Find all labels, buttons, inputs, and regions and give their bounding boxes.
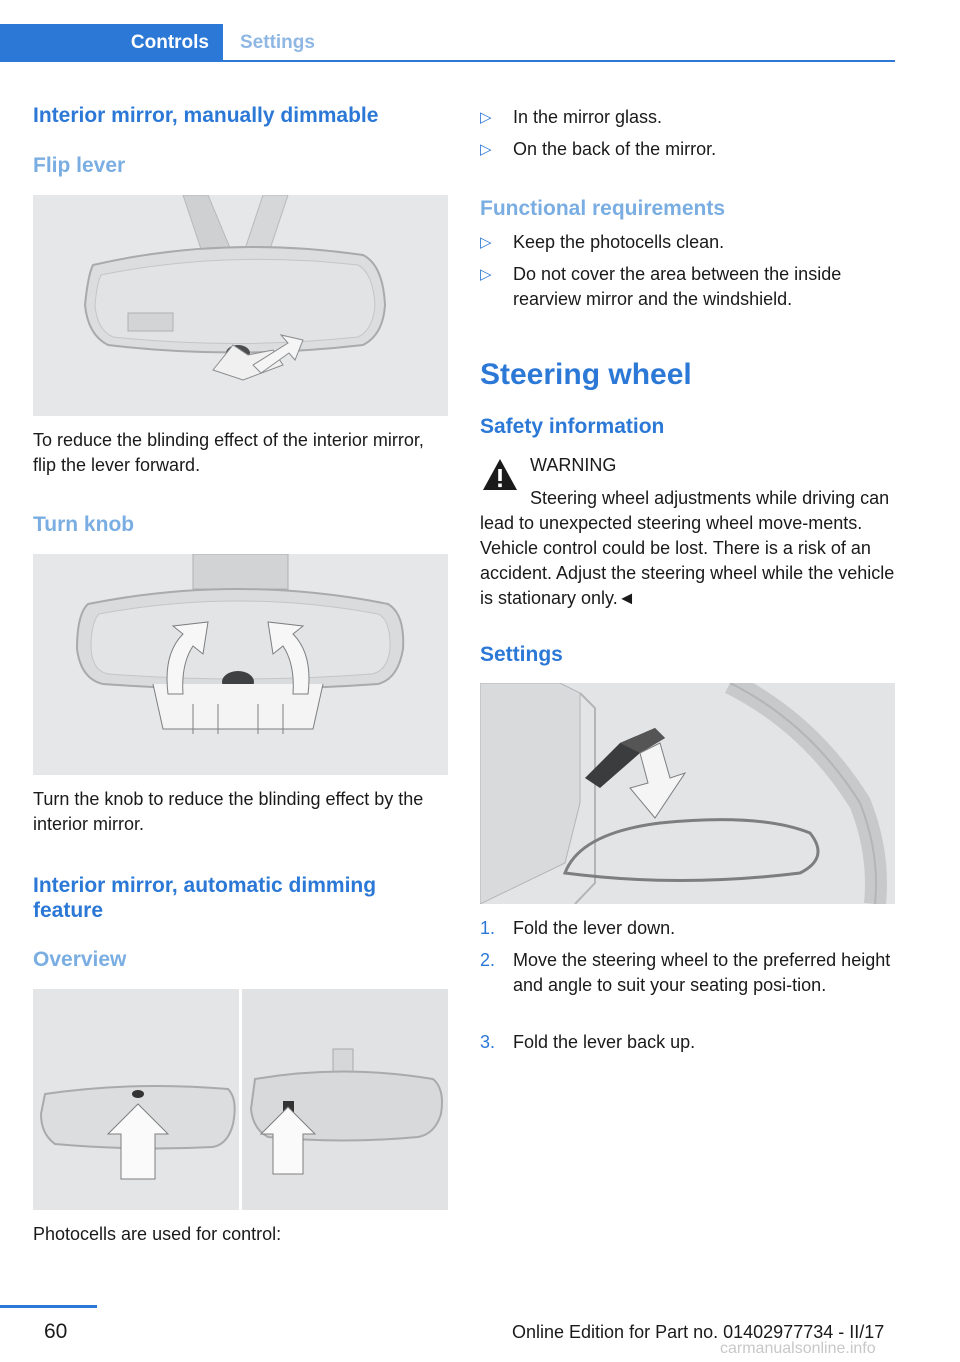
- photocells-text: Photocells are used for control:: [33, 1224, 282, 1244]
- triangle-right-icon: ▷: [480, 266, 492, 283]
- heading-safety-information: Safety information: [480, 415, 665, 438]
- step-1: 1. Fold the lever down.: [480, 918, 676, 938]
- page-number: 60: [44, 1320, 68, 1343]
- header-divider: [0, 60, 895, 62]
- tab-controls[interactable]: Controls: [0, 24, 223, 62]
- section-title-auto-dimming: Interior mirror, automatic dimming feature: [33, 874, 377, 922]
- heading-turn-knob: Turn knob: [33, 513, 135, 536]
- heading-settings: Settings: [480, 643, 563, 666]
- triangle-right-icon: ▷: [480, 234, 492, 251]
- watermark: carmanualsonline.info: [720, 1340, 876, 1357]
- step-3: 3. Fold the lever back up.: [480, 1032, 696, 1052]
- figure-flip-lever: [33, 195, 448, 416]
- list-item-photocell-2: ▷ On the back of the mirror.: [480, 137, 895, 162]
- figure-steering-settings: [480, 683, 895, 904]
- tab-settings[interactable]: Settings: [240, 32, 315, 53]
- edition-text: Online Edition for Part no. 01402977734 - II/17: [512, 1322, 885, 1342]
- list-item-requirement-2: ▷ Do not cover the area between the inside rearview mirror and the windshield.: [480, 262, 895, 312]
- triangle-right-icon: ▷: [480, 109, 492, 126]
- list-item-photocell-1: ▷ In the mirror glass.: [480, 105, 895, 130]
- figure-overview: [33, 989, 448, 1210]
- section-title-manual-mirror: Interior mirror, manually dimmable: [33, 104, 379, 127]
- section-title-steering-wheel: Steering wheel: [480, 358, 692, 391]
- flip-lever-text: To reduce the blinding effect of the interior mirror, flip the lever forward.: [33, 430, 424, 475]
- figure-turn-knob: [33, 554, 448, 775]
- warning-label: WARNING: [530, 455, 617, 475]
- heading-overview: Overview: [33, 948, 127, 971]
- triangle-right-icon: ▷: [480, 141, 492, 158]
- footer-divider: [0, 1305, 97, 1308]
- heading-flip-lever: Flip lever: [33, 154, 126, 177]
- list-item-requirement-1: ▷ Keep the photocells clean.: [480, 230, 895, 255]
- warning-text: Steering wheel adjustments while driving can lead to unexpected steering wheel move-ments. Vehicle control could be lost. There is a risk of an accident. Adjust the steering wheel while the vehicle is stationary only.◄: [480, 488, 895, 608]
- heading-functional-requirements: Functional requirements: [480, 197, 726, 220]
- step-2: 2. Move the steering wheel to the preferred height and angle to suit your seating posi-tion.: [480, 950, 891, 995]
- turn-knob-text: Turn the knob to reduce the blinding effect by the interior mirror.: [33, 789, 424, 834]
